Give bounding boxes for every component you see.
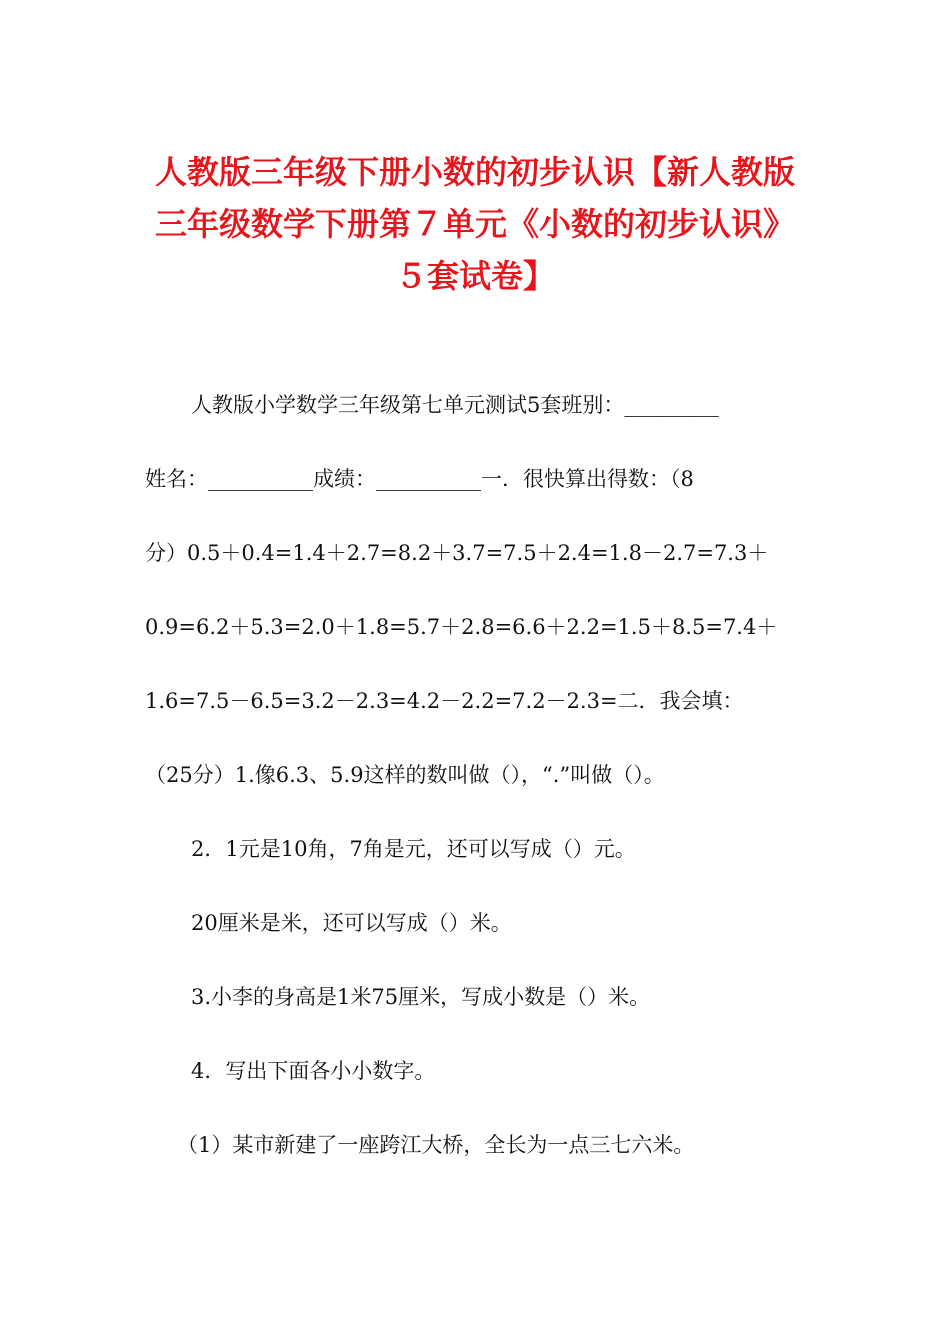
body-line-7: 2．1元是10角，7角是元，还可以写成（）元。 [191, 837, 636, 861]
body-line-8: 20厘米是米，还可以写成（）米。 [191, 911, 512, 935]
body-line-10: 4．写出下面各小小数字。 [191, 1059, 436, 1083]
body-line-9: 3.小李的身高是1米75厘米，写成小数是（）米。 [191, 985, 651, 1009]
document-title: 人教版三年级下册小数的初步认识【新人教版三年级数学下册第７单元《小数的初步认识》５套试卷】 [154, 153, 795, 295]
body-line-6: （25分）1.像6.3、5.9这样的数叫做（），“.”叫做（）。 [145, 763, 665, 787]
body-line-4: 0.9=6.2＋5.3=2.0＋1.8=5.7＋2.8=6.6＋2.2=1.5＋8.5=7.4＋ [145, 615, 778, 639]
body-line-2: 姓名：__________成绩：__________一．很快算出得数：（8 [145, 467, 694, 491]
body-line-1: 人教版小学数学三年级第七单元测试5套班别：_________ [191, 393, 719, 417]
document-body [145, 368, 807, 1182]
body-line-3: 分）0.5＋0.4=1.4＋2.7=8.2＋3.7=7.5＋2.4=1.8－2.7=7.3＋ [145, 541, 769, 565]
body-line-5: 1.6=7.5－6.5=3.2－2.3=4.2－2.2=7.2－2.3=二．我会填： [145, 689, 744, 713]
body-line-11: （1）某市新建了一座跨江大桥，全长为一点三七六米。 [177, 1133, 695, 1157]
